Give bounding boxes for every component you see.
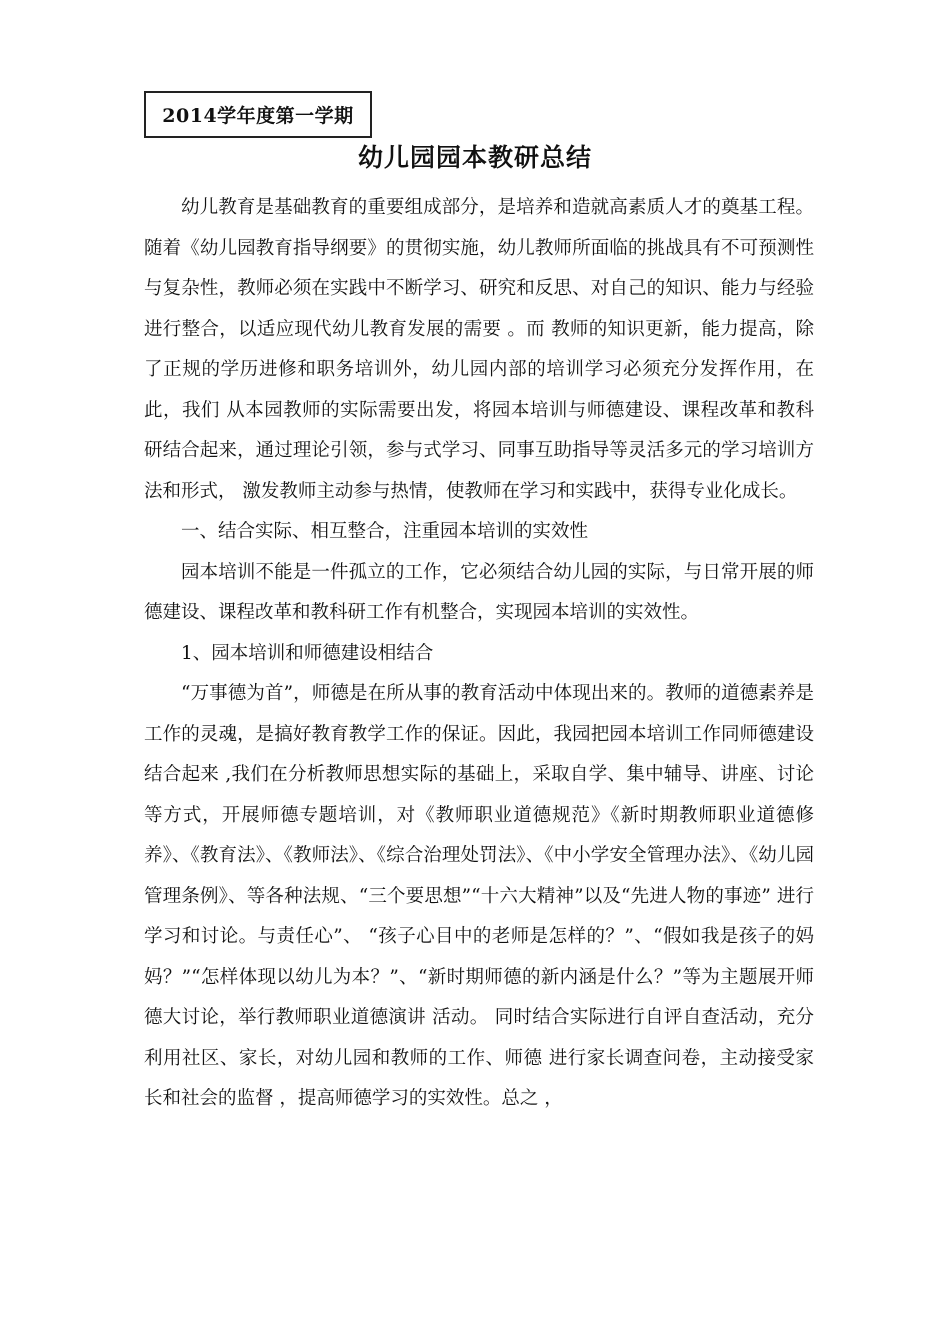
document-title: 幼儿园园本教研总结 xyxy=(357,143,592,172)
section-heading: 一、结合实际、相互整合，注重园本培训的实效性 xyxy=(181,521,589,542)
document-body xyxy=(144,188,814,1120)
term-label: 2014学年度第一学期 xyxy=(162,105,354,127)
subsection-paragraph: “万事德为首”，师德是在所从事的教育活动中体现出来的。教师的道德素养是工作的灵魂，是搞好教育教学工作的保证。因此，我园把园本培训工作同师德建设结合起来 ,我们在分析教师思想实际的基础上，采取自学、集中辅导、讲座、讨论等方式，开展师德专题培训，对《教师职业道德规范》《新时期教师职业道德修养》、《教育法》、《教师法》、《综合治理处罚法》、《中小学安全管理办法》、《幼儿园管理条例》、等各种法规、“三个要思想”“十六大精神”以及“先进人物的事迹” 进行学习和讨论。与责任心”、 “孩子心目中的老师是怎样的？”、“假如我是孩子的妈妈？”“怎样体现以幼儿为本？”、“新时期师德的新内涵是什么？”等为主题展开师德大讨论，举行教师职业道德演讲 活动。 同时结合实际进行自评自查活动，充分利用社区、家长，对幼儿园和教师的工作、师德 进行家长调查问卷，主动接受家长和社会的监督 ，提高师德学习的实效性。总之 ， xyxy=(144,683,814,1109)
section-paragraph: 园本培训不能是一件孤立的工作，它必须结合幼儿园的实际，与日常开展的师德建设、课程改革和教科研工作有机整合，实现园本培训的实效性。 xyxy=(144,561,814,623)
intro-paragraph: 幼儿教育是基础教育的重要组成部分，是培养和造就高素质人才的奠基工程。随着《幼儿园教育指导纲要》的贯彻实施，幼儿教师所面临的挑战具有不可预测性与复杂性，教师必须在实践中不断学习、研究和反思、对自己的知识、能力与经验进行整合，以适应现代幼儿教育发展的需要 。而 教师的知识更新，能力提高，除了正规的学历进修和职务培训外，幼儿园内部的培训学习必须充分发挥作用，在此，我们 从本园教师的实际需要出发，将园本培训与师德建设、课程改革和教科研结合起来，通过理论引领，参与式学习、同事互助指导等灵活多元的学习培训方法和形式， 激发教师主动参与热情，使教师在学习和实践中，获得专业化成长。 xyxy=(144,197,814,502)
subsection-heading: 1、园本培训和师德建设相结合 xyxy=(181,642,434,664)
term-label-box xyxy=(144,91,372,138)
